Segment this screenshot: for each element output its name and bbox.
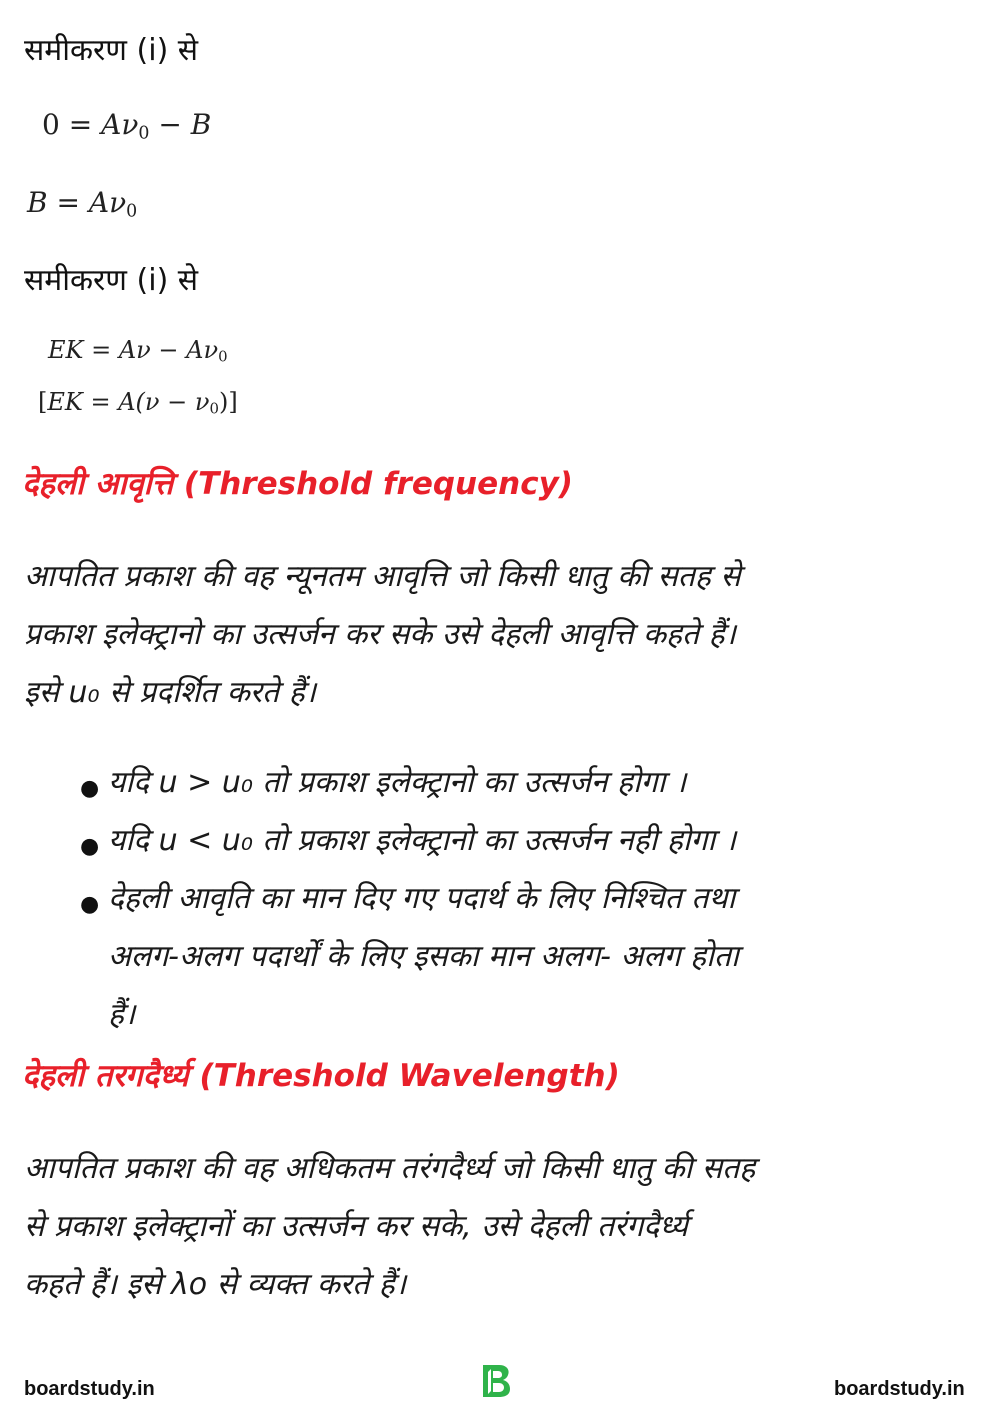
- bullet-3-line-2: अलग-अलग पदार्थों के लिए इसका मान अलग- अलग होता: [108, 939, 739, 974]
- eq2-term-a: Aν: [88, 186, 127, 219]
- eq3-equals: =: [91, 336, 112, 364]
- eq3-term-a: Aν: [118, 336, 151, 364]
- brand-logo-icon: [479, 1363, 513, 1399]
- eq4-minus: −: [167, 388, 188, 416]
- eq4-sub: 0: [209, 399, 219, 418]
- equation-4: [38, 388, 238, 418]
- eq1-minus: −: [158, 108, 182, 141]
- logo-lower-notch: [493, 1383, 504, 1392]
- bullet-2-line-1: यदि u < u₀ तो प्रकाश इलेक्ट्रानो का उत्सर्जन नही होगा ।: [108, 823, 737, 858]
- eq4-open-bracket: [: [38, 388, 48, 416]
- threshold-wavelength-heading: देहली तरगदैर्ध्य (Threshold Wavelength): [22, 1058, 620, 1094]
- bullet-marker: ●: [80, 892, 100, 917]
- eq4-close-bracket: )]: [218, 388, 238, 416]
- threshold-wavelength-line-2: से प्रकाश इलेक्ट्रानों का उत्सर्जन कर सके, उसे देहली तरंगदैर्ध्य: [24, 1209, 688, 1244]
- equation-1: [42, 108, 211, 143]
- eq2-lhs: B: [27, 186, 48, 219]
- eq1-sub: 0: [138, 123, 150, 144]
- eq3-term-b: Aν: [186, 336, 219, 364]
- threshold-wavelength-line-3: कहते हैं। इसे λo से व्यक्त करते हैं।: [24, 1267, 407, 1302]
- footer-left-site[interactable]: boardstudy.in: [24, 1378, 155, 1400]
- eq1-term-b: B: [190, 108, 212, 141]
- eq1-term-a: Aν: [101, 108, 139, 141]
- eq4-term-a: A(ν: [118, 388, 160, 416]
- bullet-3-line-3: हैं।: [108, 997, 136, 1032]
- eq4-lhs: EK: [47, 388, 83, 416]
- threshold-frequency-heading: देहली आवृत्ति (Threshold frequency): [22, 466, 573, 502]
- brand-logo-svg: [479, 1363, 513, 1399]
- bullet-3-line-1: देहली आवृति का मान दिए गए पदार्थ के लिए निश्चित तथा: [108, 881, 736, 916]
- threshold-frequency-line-2: प्रकाश इलेक्ट्रानो का उत्सर्जन कर सके उसे देहली आवृत्ति कहते हैं।: [24, 617, 736, 652]
- threshold-frequency-line-3: इसे u₀ से प्रदर्शित करते हैं।: [24, 675, 316, 710]
- eq4-term-b: ν: [194, 388, 210, 416]
- threshold-frequency-line-1: आपतित प्रकाश की वह न्यूनतम आवृत्ति जो किसी धातु की सतह से: [24, 559, 741, 594]
- eq1-equals: =: [68, 108, 93, 141]
- logo-shape: [483, 1365, 510, 1397]
- equation-2: [27, 186, 137, 221]
- eq4-equals: =: [90, 388, 111, 416]
- threshold-wavelength-line-1: आपतित प्रकाश की वह अधिकतम तरंगदैर्ध्य जो किसी धातु की सतह: [24, 1151, 756, 1186]
- equation-reference-1: समीकरण (i) से: [24, 33, 199, 68]
- logo-upper-notch: [493, 1371, 502, 1378]
- equation-reference-2: समीकरण (i) से: [24, 263, 199, 298]
- eq3-minus: −: [158, 336, 179, 364]
- logo-pencil-mark: [488, 1369, 491, 1394]
- bullet-marker: ●: [80, 776, 100, 801]
- eq2-equals: =: [56, 186, 80, 219]
- equation-3: [48, 336, 228, 366]
- eq2-sub: 0: [126, 201, 138, 222]
- eq1-lhs: 0: [42, 108, 60, 141]
- eq3-lhs: EK: [48, 336, 84, 364]
- footer-right-site[interactable]: boardstudy.in: [834, 1378, 965, 1400]
- bullet-marker: ●: [80, 834, 100, 859]
- bullet-1-line-1: यदि u > u₀ तो प्रकाश इलेक्ट्रानो का उत्सर्जन होगा ।: [108, 765, 687, 800]
- eq3-sub: 0: [218, 347, 228, 366]
